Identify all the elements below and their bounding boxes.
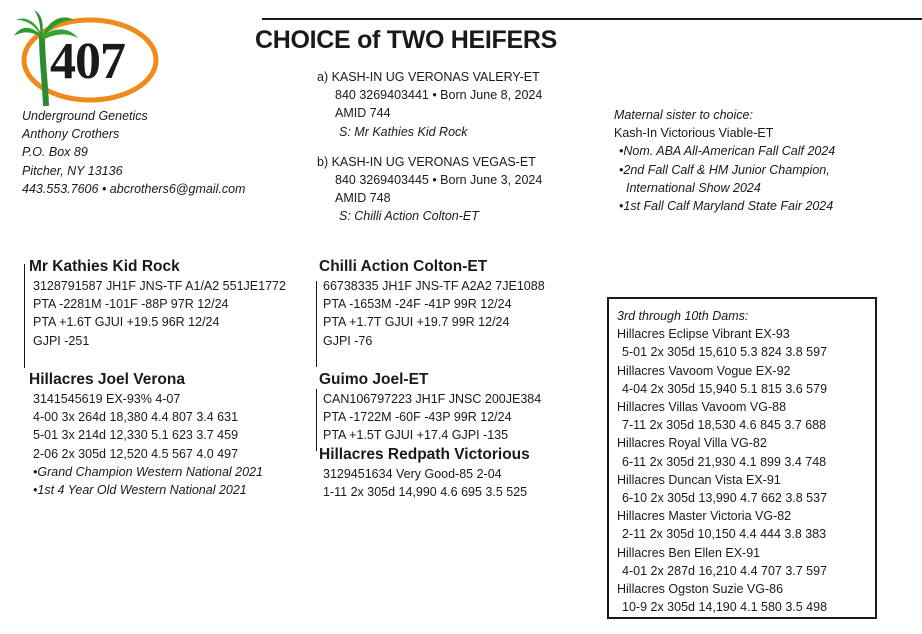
contact-line: Pitcher, NY 13136 <box>22 163 123 178</box>
animal-name: Hillacres Joel Verona <box>29 371 185 388</box>
heifer-name: b) KASH-IN UG VERONAS VEGAS-ET <box>317 154 536 169</box>
maternal-award: •2nd Fall Calf & HM Junior Champion, <box>619 162 830 177</box>
sire-colton <box>319 257 545 350</box>
heifer-sire: S: Chilli Action Colton-ET <box>339 209 479 224</box>
animal-line: 3141545619 EX-93% 4-07 <box>33 392 181 406</box>
maternal-award: International Show 2024 <box>626 180 761 195</box>
contact-line: Anthony Crothers <box>22 127 120 142</box>
animal-name: Guimo Joel-ET <box>319 371 429 388</box>
animal-line: 2-06 2x 305d 12,520 4.5 567 4.0 497 <box>33 446 239 461</box>
contact-line: P.O. Box 89 <box>22 145 88 160</box>
animal-line: 4-00 3x 264d 18,380 4.4 807 3.4 631 <box>33 410 239 425</box>
dam-record: 2-11 2x 305d 10,150 4.4 444 3.8 383 <box>622 527 827 542</box>
animal-line: PTA +1.5T GJUI +17.4 GJPI -135 <box>323 428 509 443</box>
dam-name: Hillacres Ben Ellen EX-91 <box>617 545 761 560</box>
logo <box>12 10 162 110</box>
animal-line: CAN106797223 JH1F JNSC 200JE384 <box>323 392 542 406</box>
maternal-award: •Nom. ABA All-American Fall Calf 2024 <box>619 144 836 159</box>
dam-joel-verona <box>29 370 263 499</box>
heifer-name: a) KASH-IN UG VERONAS VALERY-ET <box>317 70 540 84</box>
animal-line: 5-01 3x 214d 12,330 5.1 623 3.7 459 <box>33 428 239 443</box>
animal-award: •Grand Champion Western National 2021 <box>33 464 263 479</box>
animal-line: PTA -1653M -24F -41P 99R 12/24 <box>323 297 512 312</box>
animal-line: GJPI -251 <box>33 333 90 348</box>
pedigree-bar <box>316 281 317 367</box>
heifer-registration: 840 3269403441 • Born June 8, 2024 <box>335 88 543 103</box>
heifer-amid: AMID 744 <box>335 106 391 121</box>
title-rule <box>262 18 922 20</box>
maternal-heading: Maternal sister to choice: <box>614 108 753 122</box>
dam-record: 6-11 2x 305d 21,930 4.1 899 3.4 748 <box>622 454 827 469</box>
contact-line: 443.553.7606 • abcrothers6@gmail.com <box>22 181 246 196</box>
animal-line: 3129451634 Very Good-85 2-04 <box>323 467 502 481</box>
heifer-sire: S: Mr Kathies Kid Rock <box>339 124 468 139</box>
animal-line: 66738335 JH1F JNS-TF A2A2 7JE1088 <box>323 279 545 293</box>
dam-record: 6-10 2x 305d 13,990 4.7 662 3.8 537 <box>622 491 828 506</box>
logo-number: 407 <box>50 33 125 90</box>
dam-record: 5-01 2x 305d 15,610 5.3 824 3.8 597 <box>622 345 828 360</box>
dams-box <box>607 297 877 619</box>
pedigree-bar <box>316 389 317 451</box>
dam-record: 10-9 2x 305d 14,190 4.1 580 3.5 498 <box>622 600 828 615</box>
contact-block <box>22 107 245 198</box>
animal-name: Chilli Action Colton-ET <box>319 258 488 275</box>
dam-redpath <box>319 445 530 501</box>
animal-line: 1-11 2x 305d 14,990 4.6 695 3.5 525 <box>323 485 528 500</box>
animal-line: PTA +1.7T GJUI +19.7 99R 12/24 <box>323 315 510 330</box>
dam-record: 4-01 2x 287d 16,210 4.4 707 3.7 597 <box>622 563 828 578</box>
dam-name: Hillacres Duncan Vista EX-91 <box>617 472 781 487</box>
heifer-amid: AMID 748 <box>335 191 391 206</box>
dam-name: Hillacres Vavoom Vogue EX-92 <box>617 363 791 378</box>
animal-line: PTA -2281M -101F -88P 97R 12/24 <box>33 297 229 312</box>
dam-record: 4-04 2x 305d 15,940 5.1 815 3.6 579 <box>622 381 828 396</box>
dams-heading: 3rd through 10th Dams: <box>617 309 749 323</box>
maternal-name: Kash-In Victorious Viable-ET <box>614 126 774 141</box>
page-title: CHOICE of TWO HEIFERS <box>255 26 558 54</box>
dam-record: 7-11 2x 305d 18,530 4.6 845 3.7 688 <box>622 418 827 433</box>
maternal-sister-block <box>614 106 835 215</box>
animal-award: •1st 4 Year Old Western National 2021 <box>33 483 247 498</box>
dam-name: Hillacres Ogston Suzie VG-86 <box>617 582 784 597</box>
dam-name: Hillacres Master Victoria VG-82 <box>617 509 792 524</box>
pedigree-bar <box>24 264 25 368</box>
animal-name: Mr Kathies Kid Rock <box>29 258 180 275</box>
animal-line: 3128791587 JH1F JNS-TF A1/A2 551JE1772 <box>33 279 286 293</box>
animal-name: Hillacres Redpath Victorious <box>319 446 530 463</box>
animal-line: PTA -1722M -60F -43P 99R 12/24 <box>323 410 512 425</box>
contact-line: Underground Genetics <box>22 109 148 123</box>
maternal-award: •1st Fall Calf Maryland State Fair 2024 <box>619 199 834 214</box>
animal-line: PTA +1.6T GJUI +19.5 96R 12/24 <box>33 315 220 330</box>
dam-name: Hillacres Royal Villa VG-82 <box>617 436 767 451</box>
dam-name: Hillacres Villas Vavoom VG-88 <box>617 400 787 415</box>
sire-guimo <box>319 370 541 445</box>
sire-kid-rock <box>29 257 286 350</box>
heifer-list <box>317 68 542 226</box>
dam-name: Hillacres Eclipse Vibrant EX-93 <box>617 327 790 342</box>
heifer-registration: 840 3269403445 • Born June 3, 2024 <box>335 173 543 188</box>
animal-line: GJPI -76 <box>323 333 373 348</box>
